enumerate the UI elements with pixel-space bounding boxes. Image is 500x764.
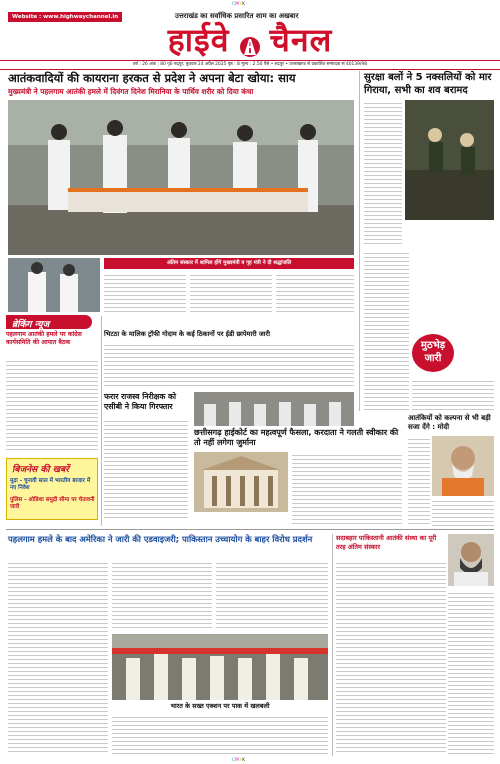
cmyk-k: K (242, 1, 246, 6)
bottom-photo (112, 634, 328, 700)
breaking-news-tag (6, 315, 92, 329)
bottom-body-3 (216, 560, 328, 630)
lead-photo (8, 100, 354, 255)
cmyk-marker-top (232, 1, 245, 6)
mubhed-label: मुठभेड़ जारी (412, 334, 454, 372)
middle-headline-2[interactable]: फरार राजस्व निरीक्षक को एसीबी ने किया गिरफ्तार (104, 392, 177, 411)
breaking-body (6, 358, 98, 453)
logo-word-right: चैनल (269, 21, 333, 59)
cmyk-y: Y (239, 1, 243, 6)
right-top-body-2 (364, 250, 409, 410)
lead-body-col-2 (190, 272, 272, 312)
highway-emblem-icon (234, 36, 266, 58)
bottom-side-photo (448, 534, 494, 586)
lead-inset-photo (8, 258, 100, 312)
lead-body-col-3 (276, 272, 354, 312)
column-divider-3 (332, 534, 333, 756)
column-divider-2 (101, 316, 102, 526)
right-middle-body (408, 436, 430, 526)
highcourt-photo (194, 452, 288, 512)
breaking-label: ब्रेकिंग न्यूज (12, 320, 50, 330)
bottom-side-body (336, 560, 446, 755)
cmyk-c-bottom: C (232, 757, 236, 762)
right-top-body-1 (364, 100, 402, 245)
dateline: वर्ष : 26 अंक : 80 पृ0 रुद्रपुर, बुधवार 24 अप्रैल 2025 पृष्ठ : 8 मूल्य : 2.50 पैसे • रुद्रपुर • उत्तराखण्ड से प्रकाशित सम्पादक सं 40139/98 (0, 60, 500, 70)
bottom-body-4 (112, 714, 328, 754)
middle-headline-1[interactable]: भिटठा के मालिक ट्रॉफी गोदाम के कई ठिकानों पर ईडी छापेमारी जारी (104, 330, 270, 338)
bottom-headline[interactable]: पहलगाम हमले के बाद अमेरिका ने जारी की एडवाइजरी; पाकिस्तान उच्चायोग के बाहर विरोध प्रदर्शन (8, 534, 313, 544)
breaking-headline[interactable]: पहलगाम आतंकी हमले पर कांग्रेस कार्यसमिति की आपात बैठक (6, 331, 82, 346)
masthead-tagline: उत्तराखंड का सर्वाधिक प्रसारित शाम का अखबार (175, 12, 299, 20)
website-label[interactable]: Website : www.highwaychannel.in (8, 12, 122, 22)
mubhed-badge (412, 334, 494, 374)
cmyk-c: C (232, 1, 236, 6)
column-divider (359, 71, 360, 411)
right-middle-body-2 (432, 498, 494, 526)
bottom-side-headline[interactable]: सदाबहार पाकिस्तानी आतंकी संस्था का पूरी तरह अंतिम संस्कार (336, 534, 437, 551)
highcourt-body (292, 452, 402, 524)
right-middle-headline[interactable]: आतंकियों को कल्पना से भी बड़ी सजा देंगे : मोदी (408, 414, 491, 431)
bottom-side-body-2 (448, 590, 494, 755)
middle-headline-3[interactable]: छत्तीसगढ़ हाईकोर्ट का महत्वपूर्ण फैसला, करदाता ने गलती स्वीकार की तो नहीं लगेगा जुर्माना (194, 428, 399, 447)
crowd-photo (194, 392, 354, 426)
lead-headline[interactable]: आतंकवादियों की कायराना हरकत से प्रदेश ने अपना बेटा खोया: साय (8, 71, 296, 85)
cmyk-m: M (235, 1, 240, 6)
newspaper-logo (140, 22, 360, 58)
middle-body-2 (104, 418, 188, 518)
right-top-photo (405, 100, 494, 220)
business-label: बिजनेस की खबरें (12, 465, 69, 475)
middle-body-1 (104, 342, 354, 386)
cmyk-marker-bottom (232, 757, 245, 762)
cmyk-y-bottom: Y (239, 757, 243, 762)
hdfc-headline[interactable]: पुलिस - ओडिशा समुद्री सीमा पर चेतावनी जारी (10, 497, 95, 510)
bottom-body-1 (8, 560, 108, 755)
right-top-headline[interactable]: सुरक्षा बलों ने 5 नक्सलियों को मार गिराया, सभी का शव बरामद (364, 72, 492, 96)
bottom-body-2 (112, 560, 212, 630)
right-top-body-3 (412, 378, 494, 410)
cmyk-m-bottom: M (235, 757, 240, 762)
cmyk-k-bottom: K (242, 757, 246, 762)
logo-word-left: हाईवे (167, 21, 230, 59)
modi-photo (432, 436, 494, 496)
lead-subheadline: मुख्यमंत्री ने पहलगाम आतंकी हमले में दिवंगत दिनेश मिरानिया के पार्थिव शरीर को दिया कंधा (8, 87, 254, 96)
lead-caption-bar: अंतिम संस्कार में शामिल होंगे मुख्यमंत्री व गृह मंत्री ने दी श्रद्धांजलि (104, 258, 354, 269)
business-headline[interactable]: मुद्रा - चुनावी साल में भारतीय बाजार में नए निवेश (10, 478, 91, 491)
bottom-divider (6, 529, 494, 530)
lead-body-col-1 (104, 272, 186, 312)
bottom-photo-caption: भारत के सख्त एक्शन पर पाक में खलबली (170, 702, 270, 710)
